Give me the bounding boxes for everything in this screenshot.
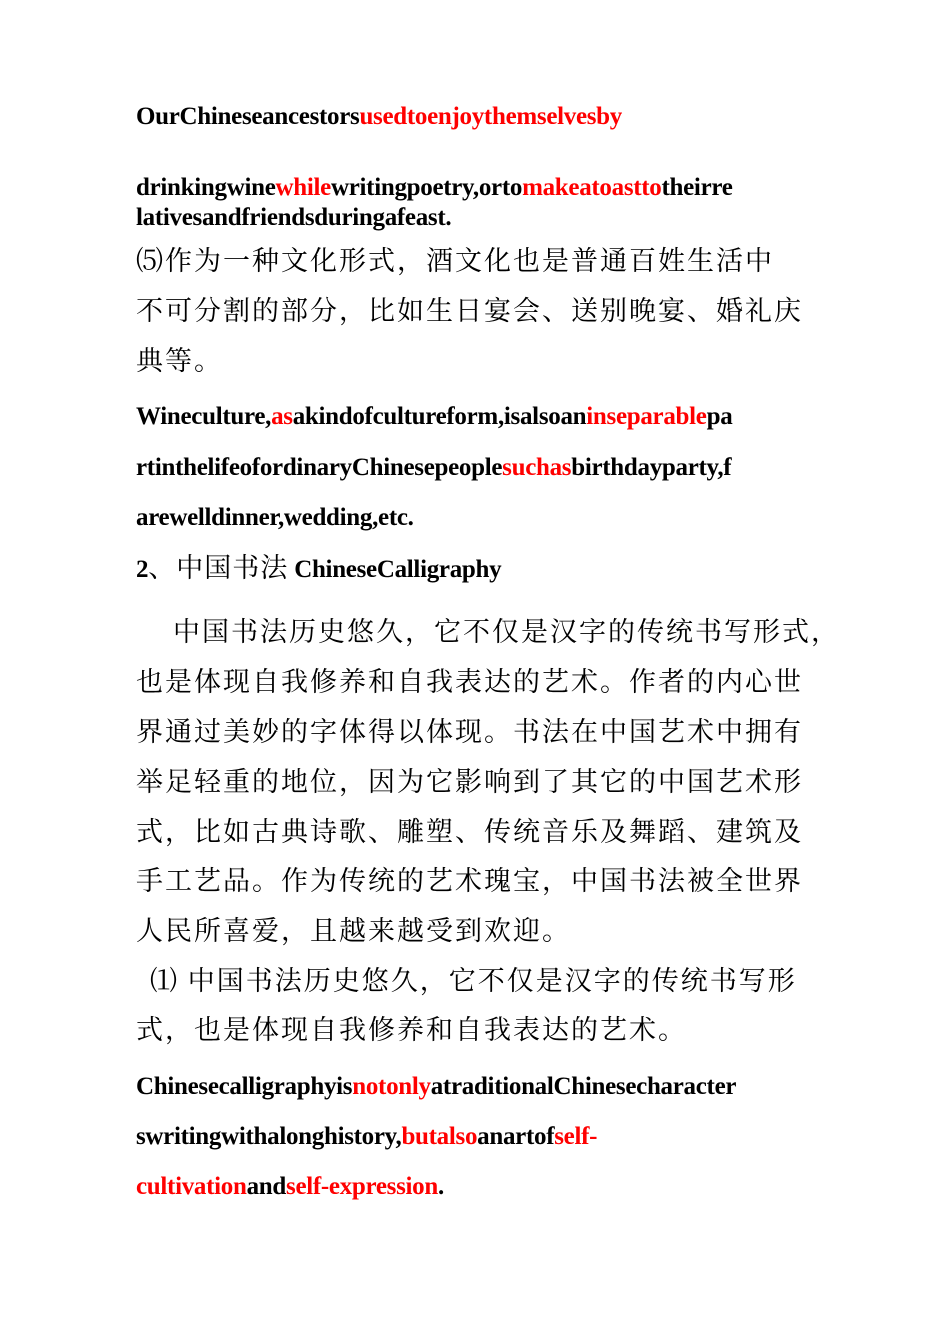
english-line — [136, 104, 622, 129]
english-line — [136, 404, 732, 429]
paragraph-line: 人民所喜爱，且越来越受到欢迎。 — [136, 916, 571, 946]
chinese-line: ⑴ 中国书法历史悠久，它不仅是汉字的传统书写形 — [150, 966, 797, 996]
english-line — [136, 1174, 444, 1199]
highlight-phrase: butalso — [401, 1123, 478, 1150]
english-line — [136, 175, 733, 200]
section-number: 2 — [136, 556, 149, 583]
highlight-phrase: as — [271, 403, 293, 430]
text-run: . — [438, 1173, 444, 1200]
text-run: theirre — [661, 174, 733, 201]
text-run: pa — [706, 403, 733, 430]
english-line — [136, 1124, 597, 1149]
text-run: rtinthelifeofordinaryChinesepeople — [136, 454, 503, 481]
text-run: Chinesecalligraphyis — [136, 1073, 353, 1100]
text-run: atraditionalChinesecharacter — [430, 1073, 737, 1100]
paragraph-line: 手工艺品。作为传统的艺术瑰宝，中国书法被全世界 — [136, 866, 803, 896]
text-run: writingpoetry,orto — [330, 174, 523, 201]
paragraph-line: 举足轻重的地位，因为它影响到了其它的中国艺术形 — [136, 767, 803, 797]
highlight-phrase: inseparable — [586, 403, 707, 430]
paragraph-line: 中国书法历史悠久，它不仅是汉字的传统书写形式， — [173, 617, 840, 647]
highlight-phrase: cultivation — [136, 1173, 247, 1200]
paragraph-line: 界通过美妙的字体得以体现。书法在中国艺术中拥有 — [136, 717, 803, 747]
english-line: arewelldinner,wedding,etc. — [136, 504, 414, 531]
highlight-phrase: usedtoenjoythemselvesby — [359, 103, 622, 130]
chinese-line: 不可分割的部分，比如生日宴会、送别晚宴、婚礼庆 — [136, 296, 803, 326]
highlight-phrase: self-expression — [286, 1173, 438, 1200]
highlight-phrase: self- — [554, 1123, 598, 1150]
section-title-en: ChineseCalligraphy — [294, 556, 502, 583]
english-line: lativesandfriendsduringafeast. — [136, 204, 452, 231]
highlight-phrase: while — [275, 174, 331, 201]
english-line — [136, 455, 731, 480]
chinese-line: 式，也是体现自我修养和自我表达的艺术。 — [136, 1015, 687, 1045]
english-line — [136, 1074, 736, 1099]
paragraph-line: 式，比如古典诗歌、雕塑、传统音乐及舞蹈、建筑及 — [136, 817, 803, 847]
text-run: drinkingwine — [136, 174, 276, 201]
text-run: birthdayparty,f — [571, 454, 732, 481]
text-run: OurChineseancestors — [136, 103, 360, 130]
highlight-phrase: suchas — [502, 454, 572, 481]
text-run: anartof — [477, 1123, 555, 1150]
text-run: Wineculture, — [136, 403, 272, 430]
paragraph-line: 也是体现自我修养和自我表达的艺术。作者的内心世 — [136, 667, 803, 697]
chinese-line: ⑸作为一种文化形式，酒文化也是普通百姓生活中 — [136, 246, 774, 276]
section-separator: 、 — [148, 553, 177, 583]
text-run: swritingwithalonghistory, — [136, 1123, 402, 1150]
highlight-phrase: makeatoastto — [522, 174, 662, 201]
text-run: akindofcultureform,isalsoan — [292, 403, 587, 430]
chinese-line: 典等。 — [136, 346, 223, 376]
section-heading — [136, 555, 501, 582]
section-title-zh: 中国书法 — [176, 553, 289, 583]
text-run: and — [246, 1173, 287, 1200]
highlight-phrase: notonly — [352, 1073, 431, 1100]
